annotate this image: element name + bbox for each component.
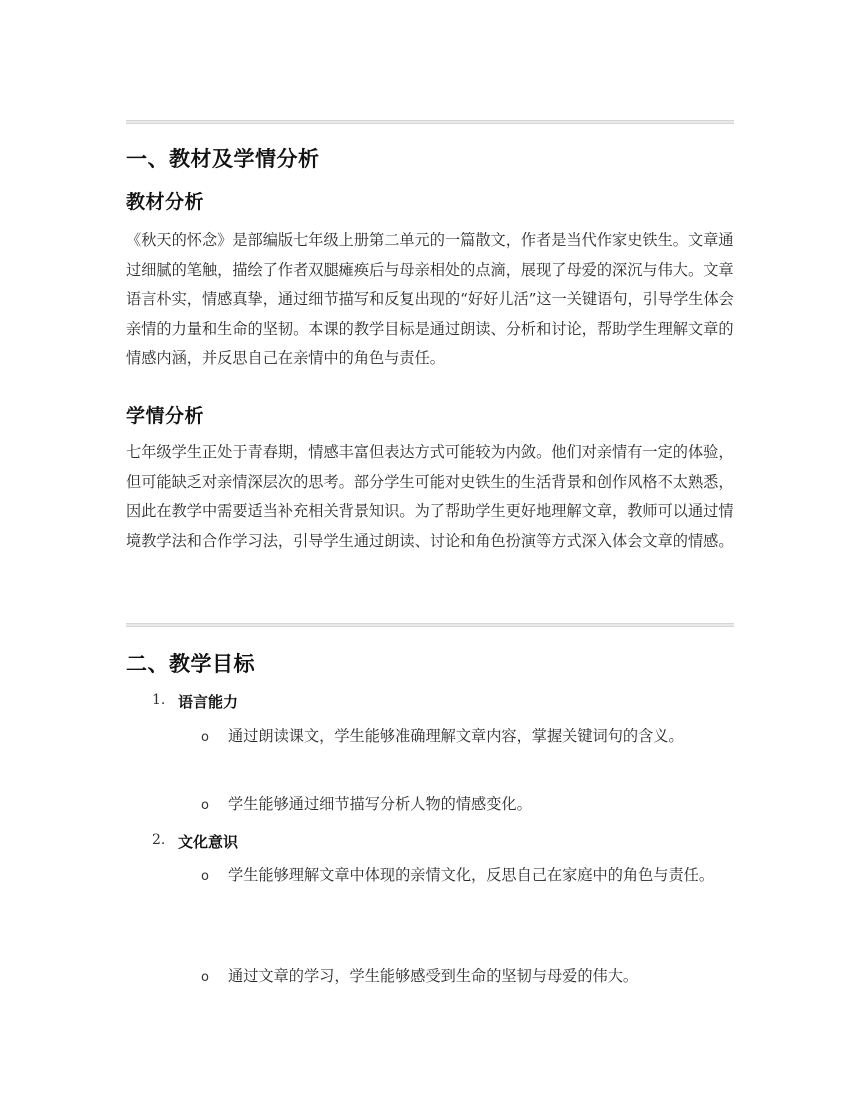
goal-item: 学生能够通过细节描写分析人物的情感变化。: [228, 795, 532, 813]
goal-item: 通过朗读课文，学生能够准确理解文章内容，掌握关键词句的含义。: [228, 727, 684, 745]
goal-item: 学生能够理解文章中体现的亲情文化，反思自己在家庭中的角色与责任。: [228, 866, 714, 884]
section-title-analysis: 一、教材及学情分析: [126, 147, 320, 171]
section-title-goals: 二、教学目标: [126, 652, 255, 676]
section-divider: [126, 120, 734, 124]
list-bullet: o: [201, 869, 209, 884]
student-analysis-paragraph: 七年级学生正处于青春期，情感丰富但表达方式可能较为内敛。他们对亲情有一定的体验，但可能缺乏对亲情深层次的思考。部分学生可能对史铁生的生活背景和创作风格不太熟悉，因此在教学中需要适当补充相关背景知识。为了帮助学生更好地理解文章，教师可以通过情境教学法和合作学习法，引导学生通过朗读、讨论和角色扮演等方式深入体会文章的情感。: [126, 443, 734, 550]
goal-item: 通过文章的学习，学生能够感受到生命的坚韧与母爱的伟大。: [228, 967, 639, 985]
list-bullet: o: [201, 798, 209, 813]
goal-label-language: 语言能力: [178, 693, 239, 711]
goal-number: 2.: [152, 832, 166, 848]
section-divider: [126, 623, 734, 627]
list-bullet: o: [201, 970, 209, 985]
subheading-textbook-analysis: 教材分析: [126, 191, 205, 213]
list-bullet: o: [201, 730, 209, 745]
goal-number: 1.: [152, 692, 166, 708]
subheading-student-analysis: 学情分析: [126, 405, 205, 427]
textbook-analysis-paragraph: 《秋天的怀念》是部编版七年级上册第二单元的一篇散文，作者是当代作家史铁生。文章通过细腻的笔触，描绘了作者双腿瘫痪后与母亲相处的点滴，展现了母爱的深沉与伟大。文章语言朴实，情感真挚，通过细节描写和反复出现的“好好儿活”这一关键语句，引导学生体会亲情的力量和生命的坚韧。本课的教学目标是通过朗读、分析和讨论，帮助学生理解文章的情感内涵，并反思自己在亲情中的角色与责任。: [126, 231, 734, 367]
goal-label-culture: 文化意识: [178, 833, 239, 851]
